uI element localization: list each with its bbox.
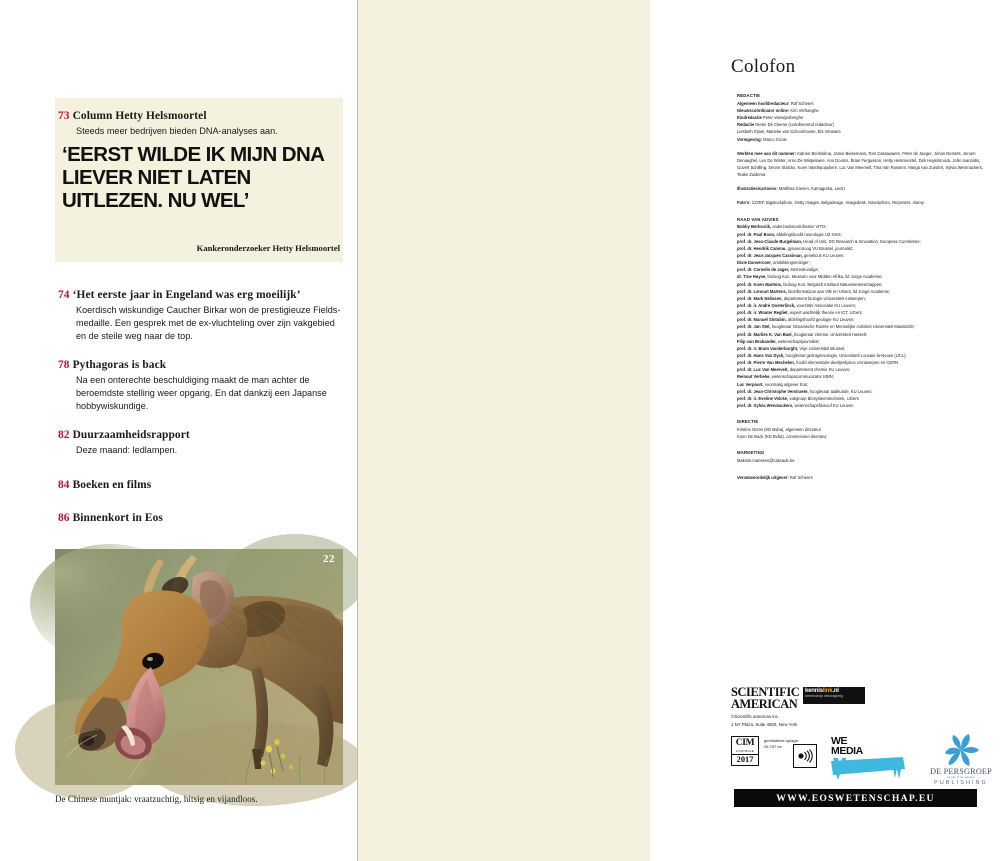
sciam-imprint (731, 713, 797, 728)
toc-entry-82[interactable] (58, 428, 343, 457)
advisory-member-role: gynaecoloog VU Brussel, journalist; (786, 245, 853, 251)
advisory-member (737, 273, 987, 280)
toc-entry-74[interactable] (58, 288, 343, 343)
advisory-member-name: prof. dr. Paul Boon, (737, 231, 776, 237)
toc-entry-73-number: 73 (58, 110, 70, 122)
redactie-value-4: Dieter De Cleene (coördinerend redacteur) (754, 122, 834, 128)
contributors-block (737, 150, 987, 179)
left-page (0, 0, 358, 861)
de-persgroep-logo (921, 734, 1001, 786)
toc-entry-78-number: 78 (58, 359, 70, 371)
redactie-line-2 (737, 107, 987, 114)
advisory-member-name: prof. dr. Jean-Claude Burgelman, (737, 238, 803, 244)
advisory-member-name: dr. Tine Huyse, (737, 274, 767, 280)
advisory-member (737, 366, 987, 373)
advisory-member-name: Filip van Brabander, (737, 338, 777, 344)
toc-entry-84-heading (58, 478, 343, 492)
toc-entry-78-title: Pythagoras is back (72, 359, 167, 371)
toc-entry-82-heading (58, 428, 343, 442)
sciam-copyright: ©Scientific american inc. (731, 714, 780, 719)
muntjac-photo (55, 549, 343, 785)
redactie-label-4: Redactie (737, 122, 755, 128)
photo-caption: De Chinese muntjak: vraatzuchtig, hitsig en vijandloos. (55, 794, 258, 804)
redactie-label-1: Algemeen hoofdredacteur: (737, 100, 790, 106)
advisory-member-role: geneticus KU Leuven; (802, 253, 845, 259)
advisory-member-name: Reinout Verbeke, (737, 374, 771, 380)
advisory-member-name: prof. dr. ir. André Oosterlinck, (737, 303, 796, 309)
publisher-label: Verantwoordelijk uitgever: (737, 475, 789, 481)
advisory-member-name: prof. dr. Luc Van Meervelt, (737, 367, 789, 373)
cim-year: 2017 (732, 754, 758, 766)
redactie-line-4 (737, 121, 987, 128)
sciam-line-1: SCIENTIFIC (731, 685, 800, 699)
colofon-title: Colofon (731, 56, 796, 77)
advisory-member-name: prof. dr. Mark Nelissen, (737, 295, 783, 301)
toc-entry-84-number: 84 (58, 479, 70, 491)
advisory-member (737, 338, 987, 345)
advisory-member-name: prof. dr. Sylvia Wenmackers, (737, 402, 794, 408)
advisory-member-name: prof. dr. Hendrik Cammu, (737, 245, 787, 251)
persgroep-publishing-label: PUBLISHING (934, 780, 988, 786)
advisory-member (737, 288, 987, 295)
advisory-member (737, 373, 987, 380)
advisory-member-name: prof. dr. ir. Wouter Regliet, (737, 310, 789, 316)
advisory-member-name: prof. dr. Pierre Van Mechelen, (737, 360, 795, 366)
we-media-line-1: WE (831, 735, 848, 747)
advisory-member-name: prof. dr. Koen Martens, (737, 281, 783, 287)
advisory-member (737, 245, 987, 252)
advisory-member-name: prof. dr. Cornelis de Jager, (737, 267, 790, 273)
advisory-member-name: prof. dr. Jan Stel, (737, 324, 771, 330)
section-heading-directie: DIRECTIE (737, 419, 759, 425)
advisory-member-role: departement biologie Universiteit Antwerpen; (782, 295, 866, 301)
advisory-member-role: hoogleraar taalkunde, KU Leuven; (808, 388, 873, 394)
publisher-value: Raf Scheers (788, 475, 813, 481)
advisory-member-role: bioloog Kon. Museum voor Midden Afrika, lid Jonge Academie; (766, 274, 883, 280)
kennislink-part-kennis: kennis (805, 688, 823, 694)
advisory-member (737, 316, 987, 323)
advisory-member (737, 323, 987, 330)
advisory-member-list (737, 223, 987, 409)
advisory-member-name: Luc Verpoort, (737, 381, 764, 387)
publisher-paragraph (737, 474, 987, 481)
logo-strip (731, 686, 1001, 806)
toc-entry-82-number: 82 (58, 429, 70, 441)
sciam-line-2: AMERICAN (731, 697, 798, 712)
redactie-value-6: Marco Gooie (762, 136, 787, 142)
advisory-member (737, 388, 987, 395)
directie-line-2: Koen De Buck (KD Bvba), commercieel directeur (737, 434, 827, 440)
advisory-member (737, 295, 987, 302)
advisory-member-role: afdelingshoofd neurologie UZ Gent; (775, 231, 842, 237)
illustrations-paragraph (737, 185, 987, 192)
advisory-member (737, 223, 987, 230)
toc-entry-78-heading (58, 358, 343, 372)
publisher-block (737, 474, 987, 481)
toc-entry-74-body: Koerdisch wiskundige Caucher Birkar won de prestigieuze Fields-medaille. Een gesprek met de ex-vluchteling over zijn vakgebied en de steile weg naar de top. (76, 305, 341, 342)
illustrations-label: Illustraties/cartoons: (737, 186, 778, 192)
photos-text: 123RF, Bigstockphoto, Getty Images, Belgaimage, Imagedesk, IStockphoto, Reporters, Alamy (750, 200, 924, 206)
advisory-member (737, 331, 987, 338)
advisory-member-role: hoofd elementaire-deeltjesfysica UAntwerpen en CERN (795, 360, 899, 366)
section-heading-redactie: REDACTIE (737, 93, 761, 98)
right-page-colofon (358, 0, 992, 861)
advisory-member (737, 309, 987, 316)
advisory-member (737, 395, 987, 402)
kennislink-part-nl: .nl (832, 688, 839, 694)
illustrations-text: Matthias Giesen, Kamagurka, Lectrr (777, 186, 846, 192)
persgroep-name: DE PERSGROEP (930, 767, 992, 776)
advisory-member-name: prof. dr. Hans Van Dyck, (737, 353, 785, 358)
pullquote-text: ‘EERST WILDE IK MIJN DNA LIEVER NIET LATEN UITLEZEN. NU WEL’ (62, 143, 324, 213)
sciam-address: 1 NY Plaza, Suite 4500, New York (731, 721, 798, 727)
toc-entry-74-title: ‘Het eerste jaar in Engeland was erg moeilijk’ (72, 289, 301, 301)
circulation-label: gemiddelde oplage: (764, 738, 799, 743)
contributors-paragraph (737, 150, 987, 179)
advisory-member-role: voormalig uitgever Eos; (763, 381, 809, 387)
advisory-member-role: departement chemie KU Leuven; (788, 367, 851, 373)
advisory-member-role: expert wachtelijk theorie en ICT, UGent (788, 310, 862, 316)
advisory-member (737, 238, 987, 245)
toc-entry-74-number: 74 (58, 289, 70, 301)
advisory-member-name: prof. dr. Manuel Sintubin, (737, 317, 787, 323)
toc-entry-86-number: 86 (58, 512, 70, 524)
redactie-value-3: Peter Vanwijnsberghe (761, 115, 804, 121)
muntjac-photo-image (55, 549, 343, 785)
photos-paragraph (737, 199, 987, 206)
website-url-banner[interactable] (734, 789, 977, 807)
advisory-member-role: sterrenkundige; (789, 267, 819, 273)
advisory-member-name: prof. dr. Jean-Christophe Verstraete, (737, 388, 809, 394)
toc-entry-73[interactable] (58, 109, 343, 138)
advisory-member (737, 381, 987, 388)
cim-control-label: CONTROLE (736, 748, 754, 753)
contributors-text: Katrien Benhalima, Jamie Biesemans, Tom Cassauwers, Peter de Jaeger, Johan Demets, Jeroen Denaeghel, Leo De Winter, Arno De Wispelaere, Ann Dooms, Brian Fergusson, Hetty Helsmoortel, Dirk Huylebrouck, John Ioannidis, Govert Schilling, Senne Starckx, Koen Vandepopuliere, Luc Van Meervelt, Tina Van Rossem, Marga van Zundert, Sylvia Wenmackers, Teake Zuidema (737, 150, 983, 178)
toc-entry-78[interactable] (58, 358, 343, 413)
advisory-member (737, 266, 987, 273)
advisory-member-role: hoogleraar gedragsecologie, Universiteit Louvain-la-Neuve (UCL); (784, 353, 907, 358)
advisory-member-role: voorzitter Associatie KU Leuven; (795, 303, 857, 309)
scientific-american-logo (731, 686, 799, 710)
photos-label: Foto's: (737, 200, 751, 206)
persgroep-tagline: be part of our passion (947, 776, 975, 779)
photo-page-number: 22 (323, 553, 335, 565)
toc-entry-74-heading (58, 288, 343, 302)
advisory-member (737, 252, 987, 259)
audio-speaker-icon (793, 744, 817, 768)
redactie-label-2: Nieuwscoördinator online: (737, 108, 790, 114)
we-media-logo (831, 736, 906, 781)
advisory-member (737, 402, 987, 409)
website-url-text: WWW.EOSWETENSCHAP.EU (776, 792, 935, 804)
redactie-line-6 (737, 136, 987, 143)
advisory-member-name: prof. dr. ir. Eveline Volcke, (737, 395, 789, 401)
toc-entry-73-body: Steeds meer bedrijven bieden DNA-analyses aan. (76, 126, 278, 137)
advisory-member-role: ontdekkingsreiziger; (771, 260, 810, 266)
marketing-email[interactable]: Maksim.marissen@cascade.be (737, 458, 795, 464)
toc-entry-73-heading (58, 109, 343, 123)
advisory-member-role: wetenschapscommunicator KBIN; (770, 374, 834, 380)
advisory-member (737, 259, 987, 266)
advisory-member-role: afdelingshoofd geologie KU Leuven; (786, 317, 855, 323)
advisory-member-role: onderzoekscoördinator VITO; (771, 224, 827, 230)
cim-wordmark: CIM (735, 738, 755, 748)
advisory-member-role: vakgroep Biosysteemtechniek, UGent (788, 395, 859, 401)
advisory-member (737, 345, 987, 352)
redactie-line-3 (737, 114, 987, 121)
toc-entry-84[interactable] (58, 478, 343, 492)
photos-block (737, 199, 987, 206)
colofon-body (737, 92, 987, 481)
persgroep-pinwheel-icon (941, 734, 981, 766)
advisory-member-name: Dixie Dansercoer, (737, 260, 772, 266)
advisory-member (737, 231, 987, 238)
we-media-line-2: MEDIA (831, 745, 863, 758)
kennislink-tagline: wetenschap nieuwsgierig (805, 693, 843, 698)
advisory-member-name: prof. dr. ir. Bram Vanderborght, (737, 345, 799, 351)
advisory-member-role: Head of Unit, DG Research & Innovation, Europese Commissie; (802, 238, 921, 244)
advisory-member-role: hoogleraar chemie, Universiteit Hasselt; (792, 331, 868, 337)
advisory-member-role: Vrije Universiteit Brussel; (798, 345, 846, 351)
toc-entry-73-title: Column Hetty Helsmoortel (72, 110, 207, 122)
redactie-line-1 (737, 100, 987, 107)
advisory-member (737, 359, 987, 366)
advisory-member-name: prof. dr. Jean-Jacques Cassiman, (737, 253, 803, 259)
toc-entry-84-title: Boeken en films (72, 479, 152, 491)
redactie-value-5: Liesbeth Gijsel, Marieke van Schoonhoven, Els Verwaire (737, 129, 841, 135)
advisory-member (737, 302, 987, 309)
redactie-value-2: Kim Verhaeghe (789, 108, 819, 114)
advisory-member-name: prof. dr. Marlies K. Van Bael, (737, 331, 793, 337)
advisory-member (737, 281, 987, 288)
toc-entry-86-heading (58, 511, 343, 525)
section-heading-raad-van-advies: RAAD VAN ADVIES (737, 216, 779, 222)
advisory-member-role: bioinformaticus aan VIB en UGent, lid Jonge Academie; (786, 288, 891, 294)
circulation-value: 26,767 ex. (764, 744, 783, 749)
redactie-label-6: Vormgeving: (737, 136, 762, 142)
illustrations-block (737, 185, 987, 192)
advisory-member-role: bioloog Kon. Belgisch Instituut Natuurwetenschappen; (782, 281, 883, 287)
redactie-label-3: Eindredactie (737, 115, 762, 121)
redactie-line-5 (737, 128, 987, 135)
advisory-member-role: hoogleraar Oceanische Ruimte en Menselijke Activiteit Universiteit Maastricht; (770, 324, 915, 330)
redactie-value-1: Raf Scheers (789, 100, 814, 106)
directie-line-1: Kristine Ooms (KD Bvba), algemeen directeur (737, 427, 821, 433)
advisory-member-name: prof. dr. Lennart Martens, (737, 288, 787, 294)
we-media-swoosh-icon (831, 757, 906, 781)
advisory-member-role: wetenschapsjournalist; (776, 338, 820, 344)
toc-entry-82-title: Duurzaamheidsrapport (72, 429, 190, 441)
speaker-waves-icon (797, 749, 813, 763)
kennislink-part-link: link (822, 688, 833, 694)
cim-logo (731, 736, 759, 766)
advisory-member-name: Bobby Berlocnik, (737, 224, 772, 230)
contributors-label: Werkten mee aan dit nummer: (737, 150, 797, 156)
toc-entry-78-body: Na een onterechte beschuldiging maakt de man achter de beroemdste stelling weer opgang. En dat dankzij een Japanse hobbywiskundige. (76, 375, 327, 412)
toc-entry-86[interactable] (58, 511, 343, 525)
section-heading-marketing: MARKETING (737, 450, 765, 456)
toc-entry-86-title: Binnenkort in Eos (72, 512, 163, 524)
advisory-member-role: wetenschapsfilosoof KU Leuven (793, 402, 854, 408)
pullquote-attribution: Kankeronderzoeker Hetty Helsmoortel (196, 243, 340, 253)
advisory-member (737, 352, 987, 359)
toc-entry-82-body: Deze maand: ledlampen. (76, 445, 178, 456)
kennislink-logo[interactable] (803, 687, 865, 704)
